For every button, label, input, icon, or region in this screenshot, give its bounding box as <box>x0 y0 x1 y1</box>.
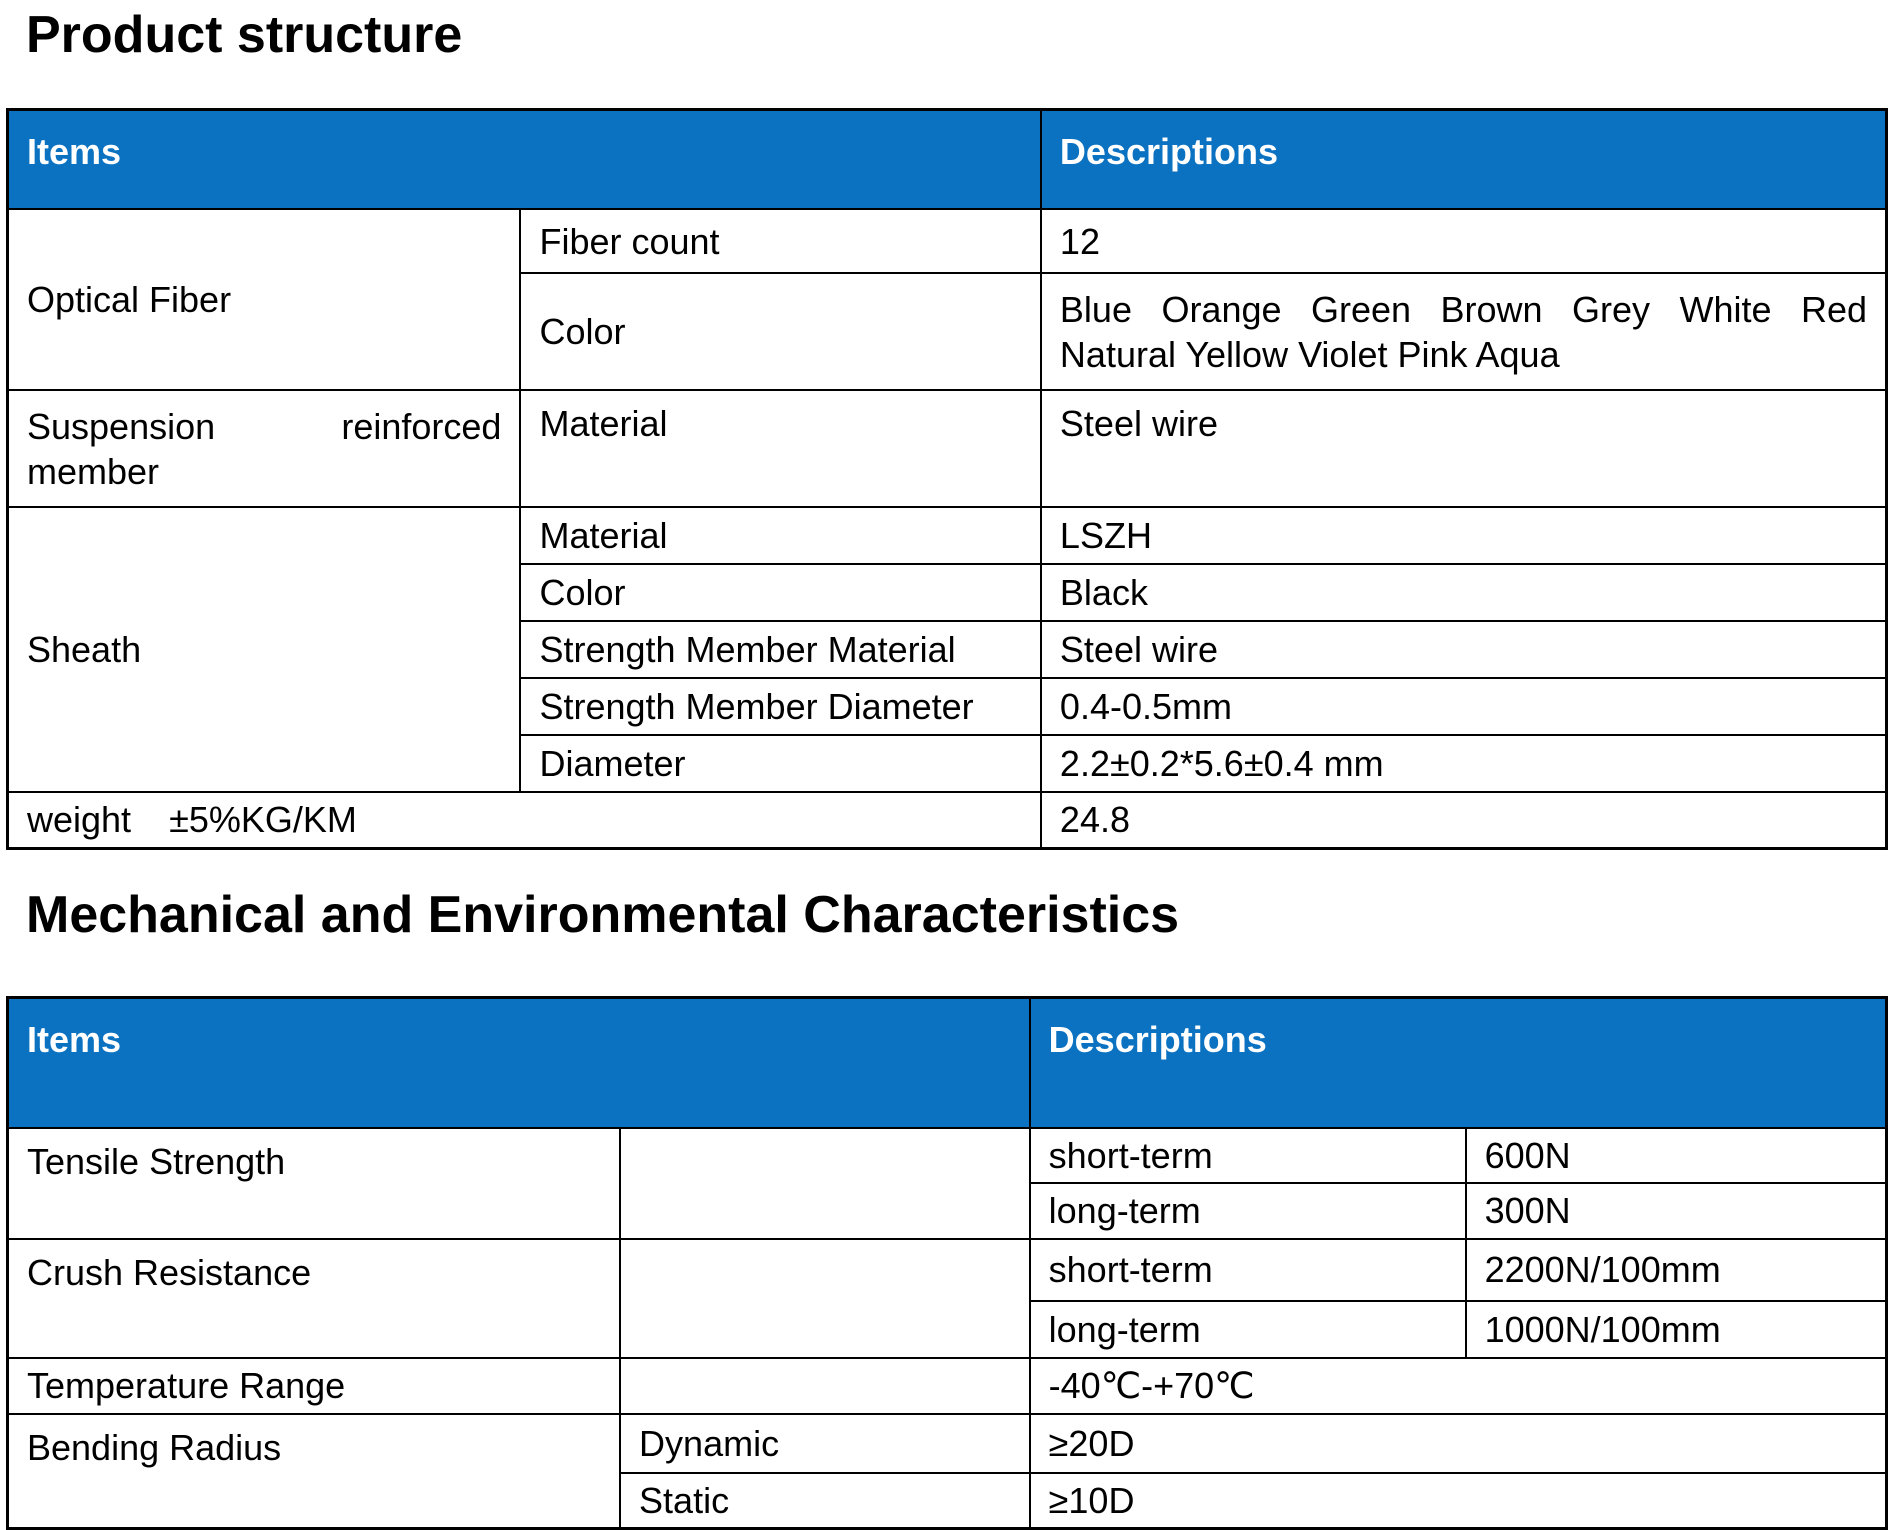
fiber-color-value-line1: Blue Orange Green Brown Grey White Red <box>1059 288 1867 330</box>
temperature-range-label-cell: Temperature Range <box>8 1358 621 1414</box>
suspension-key-cell: Material <box>520 390 1040 507</box>
fiber-color-value-line2: Natural Yellow Violet Pink Aqua <box>1059 333 1560 375</box>
empty-cell <box>620 1358 1030 1414</box>
crush-short-term-key-cell: short-term <box>1030 1239 1466 1301</box>
crush-long-term-value-cell: 1000N/100mm <box>1466 1301 1887 1358</box>
strength-member-diameter-key-cell: Strength Member Diameter <box>520 678 1040 735</box>
table-row <box>8 1128 1887 1183</box>
descriptions-header: Descriptions <box>1041 109 1887 209</box>
crush-resistance-label-cell: Crush Resistance <box>8 1239 621 1358</box>
sheath-color-key-cell: Color <box>520 564 1040 621</box>
empty-cell <box>620 1128 1030 1239</box>
strength-member-material-value-cell: Steel wire <box>1041 621 1887 678</box>
crush-long-term-key-cell: long-term <box>1030 1301 1466 1358</box>
crush-short-term-value-cell: 2200N/100mm <box>1466 1239 1887 1301</box>
sheath-diameter-key-cell: Diameter <box>520 735 1040 792</box>
weight-label: weight <box>27 799 132 841</box>
section2-title: Mechanical and Environmental Characteristics <box>26 885 1180 944</box>
descriptions-header: Descriptions <box>1030 998 1887 1128</box>
bending-radius-label-cell: Bending Radius <box>8 1414 621 1529</box>
bending-static-key-cell: Static <box>620 1473 1030 1529</box>
tensile-long-term-key-cell: long-term <box>1030 1183 1466 1239</box>
table-row <box>8 390 1887 507</box>
table-header-row <box>8 998 1887 1128</box>
bending-dynamic-value-cell: ≥20D <box>1030 1414 1887 1473</box>
sheath-material-value-cell: LSZH <box>1041 507 1887 564</box>
fiber-count-key-cell: Fiber count <box>520 209 1040 273</box>
section1-title: Product structure <box>26 6 463 64</box>
empty-cell <box>620 1239 1030 1358</box>
table-header-row <box>8 109 1887 209</box>
table-row <box>8 209 1887 273</box>
weight-value-cell: 24.8 <box>1041 792 1887 848</box>
suspension-label-line2: member <box>27 450 160 492</box>
fiber-color-key-cell: Color <box>520 273 1040 390</box>
strength-member-diameter-value-cell: 0.4-0.5mm <box>1041 678 1887 735</box>
table-row <box>8 792 1887 848</box>
items-header: Items <box>8 998 1030 1128</box>
mechanical-table <box>6 996 1888 1530</box>
optical-fiber-label-cell: Optical Fiber <box>8 209 521 390</box>
tensile-long-term-value-cell: 300N <box>1466 1183 1887 1239</box>
sheath-label-cell: Sheath <box>8 507 521 792</box>
bending-dynamic-key-cell: Dynamic <box>620 1414 1030 1473</box>
sheath-color-value-cell: Black <box>1041 564 1887 621</box>
tensile-short-term-key-cell: short-term <box>1030 1128 1466 1183</box>
tensile-short-term-value-cell: 600N <box>1466 1128 1887 1183</box>
table-row <box>8 1414 1887 1473</box>
weight-label-cell <box>8 792 1041 848</box>
table-row <box>8 1239 1887 1301</box>
weight-tolerance: ±5%KG/KM <box>169 799 357 841</box>
table-row <box>8 507 1887 564</box>
fiber-count-value-cell: 12 <box>1041 209 1887 273</box>
tensile-strength-label-cell: Tensile Strength <box>8 1128 621 1239</box>
bending-static-value-cell: ≥10D <box>1030 1473 1887 1529</box>
strength-member-material-key-cell: Strength Member Material <box>520 621 1040 678</box>
fiber-color-value-cell <box>1041 273 1887 390</box>
suspension-label-line1: Suspension reinforced <box>27 405 502 447</box>
suspension-label-cell <box>8 390 521 507</box>
items-header: Items <box>8 109 1041 209</box>
product-structure-table <box>6 108 1888 850</box>
sheath-diameter-value-cell: 2.2±0.2*5.6±0.4 mm <box>1041 735 1887 792</box>
sheath-material-key-cell: Material <box>520 507 1040 564</box>
temperature-range-value-cell: -40℃-+70℃ <box>1030 1358 1887 1414</box>
suspension-value-cell: Steel wire <box>1041 390 1887 507</box>
table-row <box>8 1358 1887 1414</box>
